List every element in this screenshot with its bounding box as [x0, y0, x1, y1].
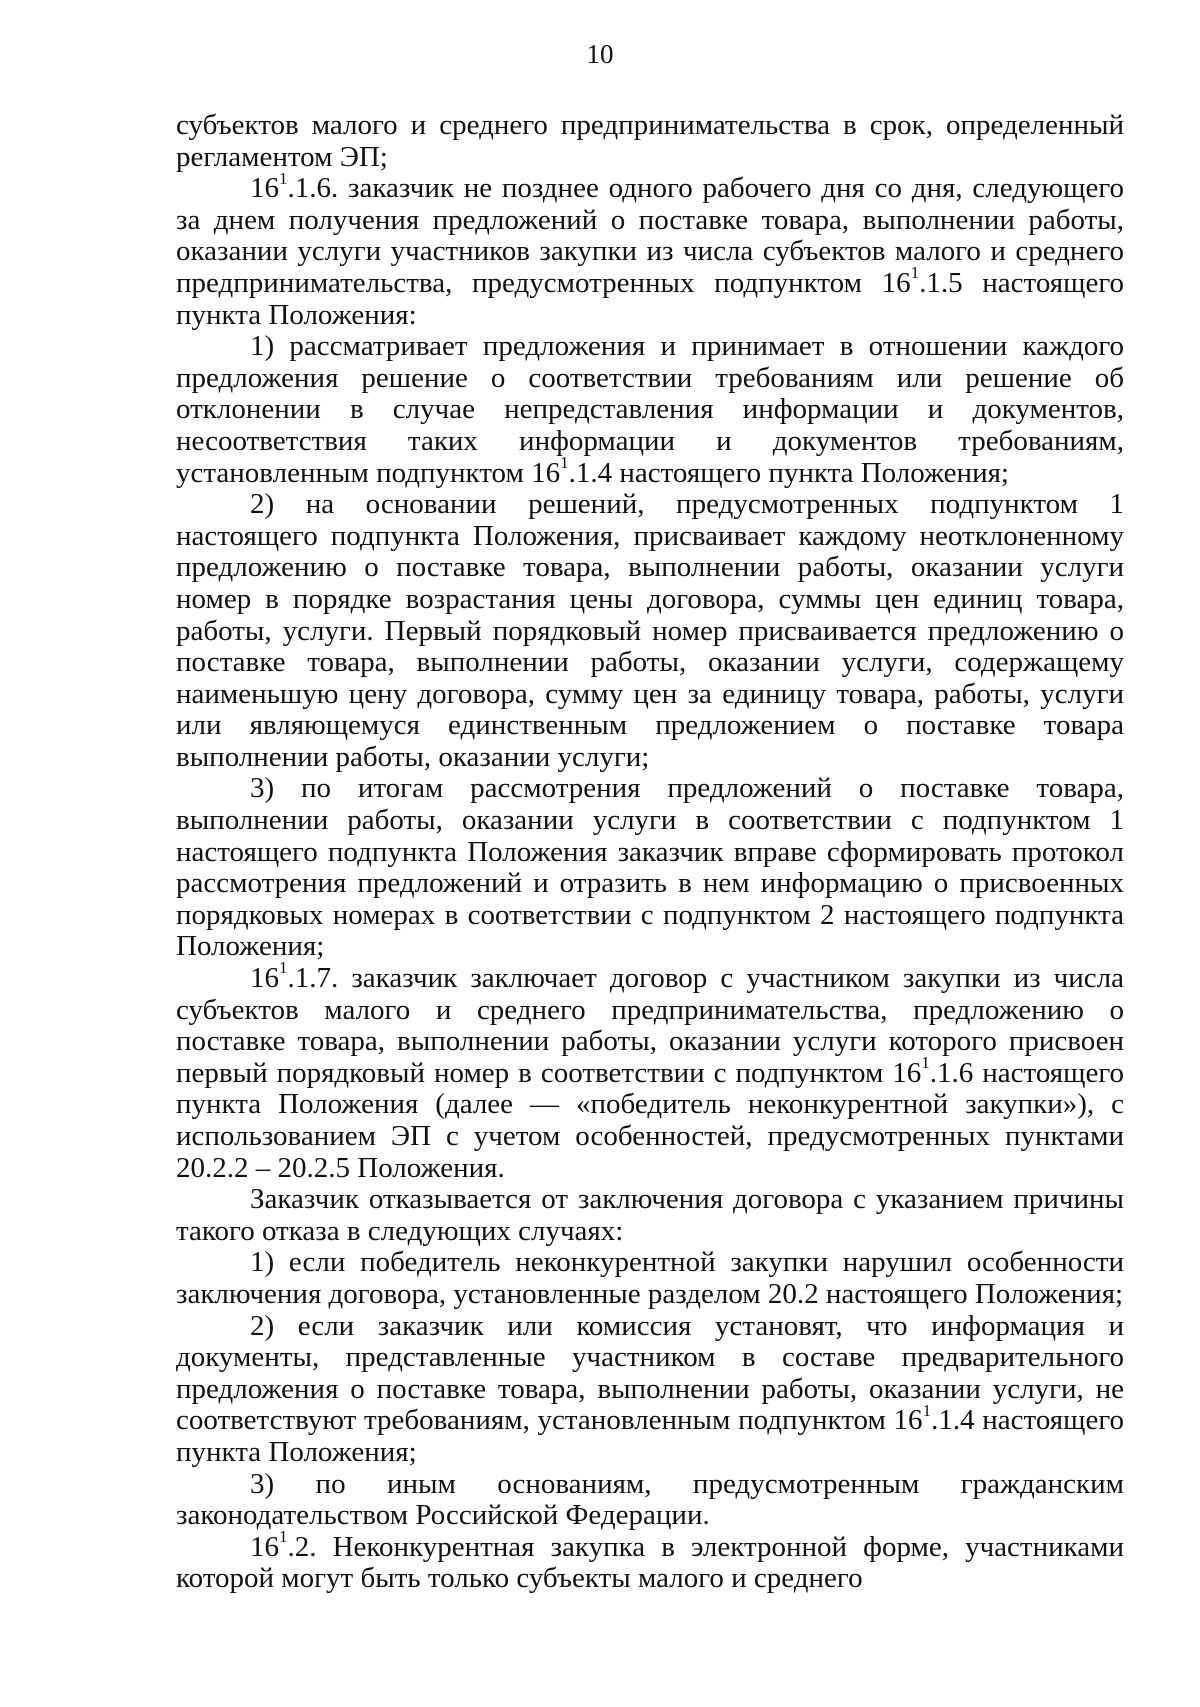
- paragraph-text: .1.4 настоящего пункта Положения;: [176, 1404, 1124, 1468]
- paragraph-text: .1.7. заказчик заключает договор с участником закупки из числа субъектов малого и среднего предпринимательства, предложению о поставке товара, выполнении работы, оказании услуги которого присвоен первый порядковый номер в соответствии с подпунктом 16: [176, 962, 1124, 1089]
- superscript-index: 1: [922, 1400, 932, 1420]
- paragraph-text: 1) если победитель неконкурентной закупки нарушил особенности заключения договора, установленные разделом 20.2 настоящего Положения;: [176, 1246, 1124, 1310]
- paragraph: [176, 489, 1124, 773]
- paragraph-text: 2) если заказчик или комиссия установят, что информация и документы, представленные участником в составе предварительного предложения о поставке товара, выполнении работы, оказании услуги, не соответствуют требованиям, установленным подпунктом 16: [176, 1309, 1124, 1437]
- superscript-index: 1: [279, 168, 288, 188]
- paragraph-text: субъектов малого и среднего предпринимательства в срок, определенный регламентом ЭП;: [176, 109, 1124, 173]
- paragraph: [176, 331, 1124, 489]
- paragraph-text: .1.6. заказчик не позднее одного рабочего дня со дня, следующего за днем получения предложений о поставке товара, выполнении работы, оказании услуги участников закупки из числа субъектов малого и среднего предпринимательства, предусмотренных подпунктом 16: [176, 172, 1124, 299]
- superscript-index: 1: [560, 452, 569, 472]
- paragraph: [176, 1247, 1124, 1310]
- paragraph-text: 16: [250, 962, 279, 995]
- paragraph: [176, 1527, 1124, 1595]
- paragraph: [176, 1311, 1124, 1469]
- paragraph: [176, 168, 1124, 331]
- paragraph-text: 3) по иным основаниям, предусмотренным гражданским законодательством Российской Федерации.: [176, 1467, 1124, 1532]
- paragraph-text: .2. Неконкурентная закупка в электронной форме, участниками которой могут быть только субъекты малого и среднего: [176, 1530, 1124, 1595]
- paragraph-text: 2) на основании решений, предусмотренных подпунктом 1 настоящего подпункта Положения, присваивает каждому неотклоненному предложению о поставке товара, выполнении работы, оказании услуги номер в порядке возрастания цены договора, суммы цен единиц товара, работы, услуги. Первый порядковый номер присваивается предложению о поставке товара, выполнении работы, оказании услуги, содержащему наименьшую цену договора, сумму цен за единицу товара, работы, услуги или являющемуся единственным предложением о поставке товара выполнении работы, оказании услуги;: [176, 488, 1124, 773]
- superscript-index: 1: [921, 1053, 930, 1073]
- document-body: [176, 110, 1124, 1595]
- paragraph-text: 3) по итогам рассмотрения предложений о поставке товара, выполнении работы, оказании услуги в соответствии с подпунктом 1 настоящего подпункта Положения заказчик вправе сформировать протокол рассмотрения предложений и отразить в нем информацию о присвоенных порядковых номерах в соответствии с подпунктом 2 настоящего подпункта Положения;: [176, 772, 1124, 963]
- paragraph: [176, 958, 1124, 1184]
- paragraph-text: .1.6 настоящего пункта Положения (далее — «победитель неконкурентной закупки»), с использованием ЭП с учетом особенностей, предусмотренных пунктами 20.2.2 – 20.2.5 Положения.: [176, 1056, 1124, 1184]
- superscript-index: 1: [279, 958, 288, 978]
- superscript-index: 1: [279, 1527, 288, 1547]
- paragraph-text: Заказчик отказывается от заключения договора с указанием причины такого отказа в следующих случаях:: [176, 1183, 1124, 1247]
- paragraph: [176, 1469, 1124, 1532]
- paragraph-text: 16: [250, 1530, 279, 1563]
- paragraph-text: .1.4 настоящего пункта Положения;: [568, 456, 1009, 489]
- paragraph-text: 16: [250, 172, 279, 205]
- superscript-index: 1: [910, 263, 920, 283]
- paragraph: [176, 1184, 1124, 1247]
- paragraph-text: 1) рассматривает предложения и принимает в отношении каждого предложения решение о соответствии требованиям или решение об отклонении в случае непредставления информации и документов, несоответствия таких информации и документов требованиям, установленным подпунктом 16: [176, 330, 1124, 489]
- paragraph: [176, 773, 1124, 963]
- paragraph-text: .1.5 настоящего пункта Положения:: [176, 266, 1124, 331]
- page-number: 10: [586, 39, 614, 69]
- paragraph: [176, 110, 1124, 173]
